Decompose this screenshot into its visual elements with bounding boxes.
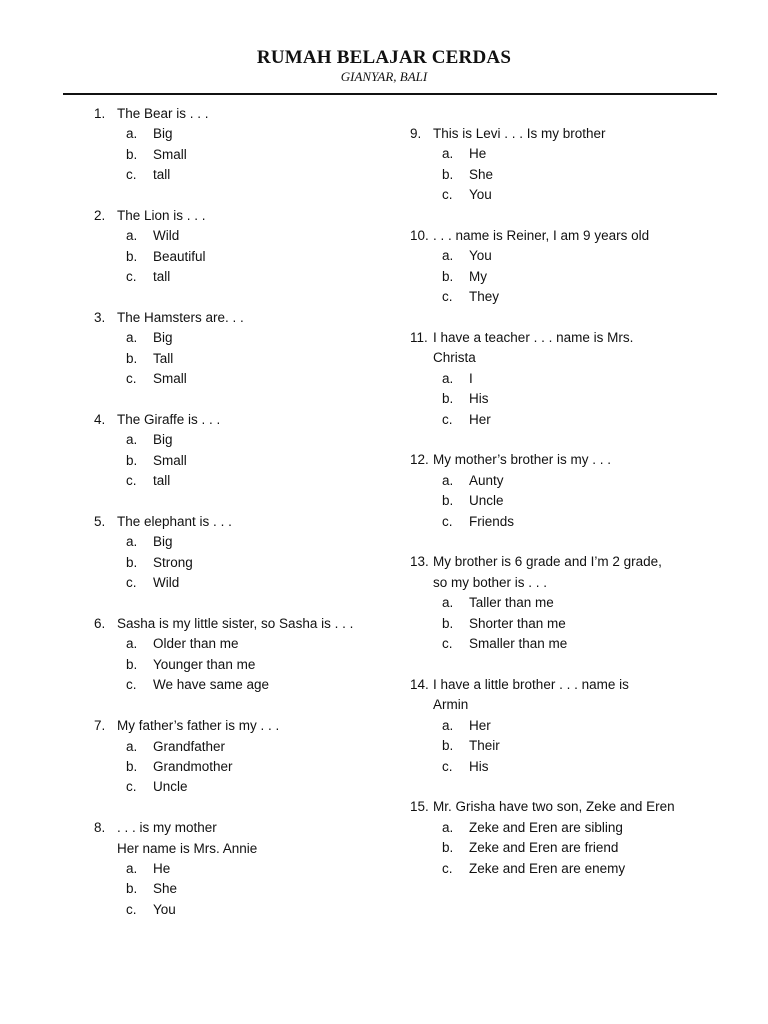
answer-options: [406, 593, 706, 654]
option-text: Small: [153, 452, 187, 468]
option-letter: c.: [126, 901, 137, 917]
question-text: [117, 308, 390, 328]
question-number: 2.: [94, 208, 106, 224]
question-text-line: Mr. Grisha have two son, Zeke and Eren: [433, 799, 675, 815]
questions-left-column: [90, 104, 390, 920]
answer-options: [90, 532, 390, 593]
question-item: [90, 716, 390, 798]
option-text: Small: [153, 146, 187, 162]
option-letter: b.: [442, 391, 454, 407]
answer-options: [406, 818, 706, 879]
answer-option: [90, 226, 390, 246]
answer-option: [90, 757, 390, 777]
option-text: Her: [469, 717, 491, 733]
answer-option: [406, 410, 706, 430]
option-text: Younger than me: [153, 656, 256, 672]
question-text-line: The Hamsters are. . .: [117, 310, 244, 326]
answer-option: [406, 593, 706, 613]
answer-option: [90, 900, 390, 920]
option-letter: a.: [126, 330, 138, 346]
option-text: He: [469, 146, 487, 162]
question-item: [90, 512, 390, 594]
question-text: [117, 104, 390, 124]
question-stem: [406, 552, 706, 593]
answer-option: [406, 757, 706, 777]
question-text: [117, 206, 390, 226]
option-text: I: [469, 370, 473, 386]
header-divider: [63, 93, 717, 95]
question-item: [406, 328, 706, 430]
answer-options: [90, 430, 390, 491]
option-letter: a.: [126, 432, 138, 448]
answer-option: [90, 777, 390, 797]
option-letter: c.: [442, 758, 453, 774]
answer-options: [406, 246, 706, 307]
answer-option: [406, 634, 706, 654]
question-item: [406, 226, 706, 308]
question-stem: [406, 797, 706, 817]
option-letter: a.: [442, 146, 454, 162]
question-text: [433, 675, 706, 716]
question-text-line: . . . is my mother: [117, 820, 217, 836]
question-stem: [406, 675, 706, 716]
answer-option: [406, 614, 706, 634]
answer-option: [406, 144, 706, 164]
question-text-line: My mother’s brother is my . . .: [433, 452, 612, 468]
question-text: [433, 797, 706, 817]
question-text-line: The Lion is . . .: [117, 208, 206, 224]
question-item: [406, 797, 706, 879]
option-text: Big: [153, 330, 173, 346]
option-letter: c.: [126, 371, 137, 387]
answer-option: [90, 573, 390, 593]
question-item: [406, 552, 706, 654]
option-letter: b.: [442, 738, 454, 754]
question-item: [90, 614, 390, 696]
question-number: 14.: [410, 676, 429, 692]
option-text: She: [469, 166, 494, 182]
question-text-line: . . . name is Reiner, I am 9 years old: [433, 228, 650, 244]
answer-option: [406, 246, 706, 266]
question-item: [90, 104, 390, 186]
option-letter: b.: [442, 615, 454, 631]
answer-options: [406, 471, 706, 532]
question-number: 7.: [94, 718, 106, 734]
option-letter: c.: [442, 411, 453, 427]
option-letter: c.: [126, 779, 137, 795]
option-letter: c.: [126, 473, 137, 489]
question-stem: [90, 818, 390, 859]
option-text: Friends: [469, 513, 515, 529]
option-text: Zeke and Eren are sibling: [469, 819, 623, 835]
option-letter: c.: [126, 575, 137, 591]
option-letter: a.: [442, 248, 454, 264]
option-text: Big: [153, 126, 173, 142]
option-text: Aunty: [469, 472, 504, 488]
answer-option: [406, 165, 706, 185]
answer-option: [406, 185, 706, 205]
option-text: tall: [153, 167, 171, 183]
answer-option: [90, 369, 390, 389]
question-item: [90, 410, 390, 492]
answer-options: [406, 144, 706, 205]
option-text: They: [469, 289, 500, 305]
answer-option: [406, 267, 706, 287]
option-letter: a.: [126, 534, 138, 550]
option-letter: b.: [126, 656, 138, 672]
option-text: Their: [469, 738, 500, 754]
question-stem: [406, 124, 706, 144]
option-text: Zeke and Eren are enemy: [469, 860, 626, 876]
option-text: My: [469, 268, 487, 284]
option-text: You: [469, 248, 492, 264]
option-text: Tall: [153, 350, 174, 366]
option-letter: c.: [442, 187, 453, 203]
option-letter: c.: [442, 860, 453, 876]
option-letter: b.: [442, 840, 454, 856]
option-letter: a.: [442, 472, 454, 488]
option-letter: a.: [442, 370, 454, 386]
option-letter: c.: [442, 289, 453, 305]
option-text: Grandmother: [153, 758, 233, 774]
answer-option: [90, 655, 390, 675]
answer-option: [90, 553, 390, 573]
answer-option: [90, 349, 390, 369]
answer-option: [406, 369, 706, 389]
answer-option: [90, 634, 390, 654]
option-text: Big: [153, 534, 173, 550]
question-number: 4.: [94, 412, 106, 428]
answer-option: [90, 859, 390, 879]
option-text: She: [153, 881, 178, 897]
option-text: tall: [153, 473, 171, 489]
question-number: 11.: [410, 330, 428, 346]
question-number: 9.: [410, 126, 422, 141]
answer-option: [90, 879, 390, 899]
answer-option: [90, 145, 390, 165]
option-text: Beautiful: [153, 248, 206, 264]
question-stem: [90, 614, 390, 634]
option-letter: c.: [442, 513, 453, 529]
answer-option: [406, 838, 706, 858]
question-text-line: Her name is Mrs. Annie: [117, 840, 258, 856]
option-letter: a.: [126, 636, 138, 652]
option-text: Older than me: [153, 636, 239, 652]
question-item: [406, 450, 706, 532]
answer-options: [90, 328, 390, 389]
option-text: Shorter than me: [469, 615, 566, 631]
answer-option: [406, 471, 706, 491]
option-text: tall: [153, 269, 171, 285]
question-number: 3.: [94, 310, 106, 326]
question-item: [406, 675, 706, 777]
question-text-line: My brother is 6 grade and I’m 2 grade,: [433, 554, 662, 570]
answer-option: [90, 451, 390, 471]
option-letter: a.: [126, 860, 138, 876]
option-letter: b.: [126, 758, 138, 774]
option-text: Uncle: [153, 779, 188, 795]
option-letter: b.: [126, 881, 138, 897]
question-item: [90, 206, 390, 288]
question-text: [433, 450, 706, 470]
questions-right-column: [406, 124, 706, 879]
option-letter: c.: [126, 167, 137, 183]
option-letter: a.: [442, 717, 454, 733]
answer-option: [406, 512, 706, 532]
option-text: Small: [153, 371, 187, 387]
question-text: [117, 614, 390, 634]
answer-options: [90, 859, 390, 920]
answer-option: [406, 287, 706, 307]
option-text: Taller than me: [469, 595, 554, 611]
question-text: [117, 512, 390, 532]
answer-option: [406, 491, 706, 511]
question-stem: [90, 206, 390, 226]
question-text-line: This is Levi . . . Is my brother: [433, 126, 606, 141]
option-text: Smaller than me: [469, 636, 568, 652]
question-text-line: Sasha is my little sister, so Sasha is . . .: [117, 616, 354, 632]
option-text: You: [153, 901, 176, 917]
answer-option: [90, 247, 390, 267]
question-text: [433, 552, 706, 593]
question-text: [117, 818, 390, 859]
option-letter: b.: [442, 268, 454, 284]
question-stem: [90, 308, 390, 328]
answer-option: [406, 818, 706, 838]
question-text-line: I have a little brother . . . name is: [433, 676, 629, 692]
answer-option: [90, 328, 390, 348]
option-text: Her: [469, 411, 491, 427]
option-letter: b.: [126, 146, 138, 162]
option-letter: c.: [126, 677, 137, 693]
question-text-line: The Bear is . . .: [117, 106, 209, 121]
answer-option: [406, 859, 706, 879]
option-letter: b.: [126, 452, 138, 468]
answer-option: [90, 737, 390, 757]
option-letter: b.: [126, 554, 138, 570]
question-text: [433, 226, 706, 246]
option-letter: c.: [126, 269, 137, 285]
document-header: [0, 46, 768, 84]
question-number: 8.: [94, 820, 106, 836]
option-text: Wild: [153, 575, 180, 591]
question-text-line: Armin: [433, 697, 469, 713]
question-text: [433, 124, 706, 144]
question-stem: [406, 450, 706, 470]
answer-options: [90, 737, 390, 798]
question-stem: [90, 410, 390, 430]
question-number: 15.: [410, 799, 429, 815]
question-number: 10.: [410, 228, 429, 244]
option-letter: a.: [126, 228, 138, 244]
option-letter: c.: [442, 636, 453, 652]
question-text-line: The Giraffe is . . .: [117, 412, 221, 428]
question-stem: [90, 716, 390, 736]
option-text: Strong: [153, 554, 193, 570]
option-text: Grandfather: [153, 738, 226, 754]
option-letter: b.: [442, 166, 454, 182]
option-text: You: [469, 187, 492, 203]
question-stem: [406, 328, 706, 369]
question-item: [406, 124, 706, 206]
question-text: [117, 410, 390, 430]
question-item: [90, 818, 390, 920]
question-text-line: I have a teacher . . . name is Mrs.: [433, 330, 634, 346]
answer-options: [90, 226, 390, 287]
question-stem: [90, 512, 390, 532]
question-number: 12.: [410, 452, 429, 468]
question-number: 6.: [94, 616, 106, 632]
answer-option: [406, 716, 706, 736]
answer-options: [90, 124, 390, 185]
answer-option: [90, 675, 390, 695]
question-stem: [90, 104, 390, 124]
answer-option: [90, 165, 390, 185]
option-letter: a.: [442, 819, 454, 835]
question-text-line: Christa: [433, 350, 476, 366]
question-stem: [406, 226, 706, 246]
option-letter: a.: [126, 738, 138, 754]
answer-options: [406, 716, 706, 777]
question-number: 13.: [410, 554, 429, 570]
answer-option: [90, 124, 390, 144]
option-text: Wild: [153, 228, 180, 244]
answer-options: [90, 634, 390, 695]
answer-option: [406, 736, 706, 756]
answer-option: [90, 267, 390, 287]
question-text: [117, 716, 390, 736]
option-text: Uncle: [469, 493, 504, 509]
question-text: [433, 328, 706, 369]
answer-option: [90, 532, 390, 552]
option-text: We have same age: [153, 677, 270, 693]
option-text: His: [469, 758, 489, 774]
question-text-line: The elephant is . . .: [117, 514, 232, 530]
option-text: His: [469, 391, 489, 407]
option-letter: b.: [126, 248, 138, 264]
option-text: He: [153, 860, 171, 876]
answer-options: [406, 369, 706, 430]
question-number: 5.: [94, 514, 106, 530]
answer-option: [90, 430, 390, 450]
option-letter: a.: [442, 595, 454, 611]
option-letter: b.: [442, 493, 454, 509]
question-text-line: so my bother is . . .: [433, 574, 548, 590]
question-number: 1.: [94, 106, 106, 121]
answer-option: [90, 471, 390, 491]
document-subtitle: GIANYAR, BALI: [340, 69, 428, 84]
option-letter: b.: [126, 350, 138, 366]
option-letter: a.: [126, 126, 138, 142]
document-title: RUMAH BELAJAR CERDAS: [256, 47, 512, 68]
answer-option: [406, 389, 706, 409]
question-text-line: My father’s father is my . . .: [117, 718, 280, 734]
question-item: [90, 308, 390, 390]
option-text: Big: [153, 432, 173, 448]
option-text: Zeke and Eren are friend: [469, 840, 619, 856]
